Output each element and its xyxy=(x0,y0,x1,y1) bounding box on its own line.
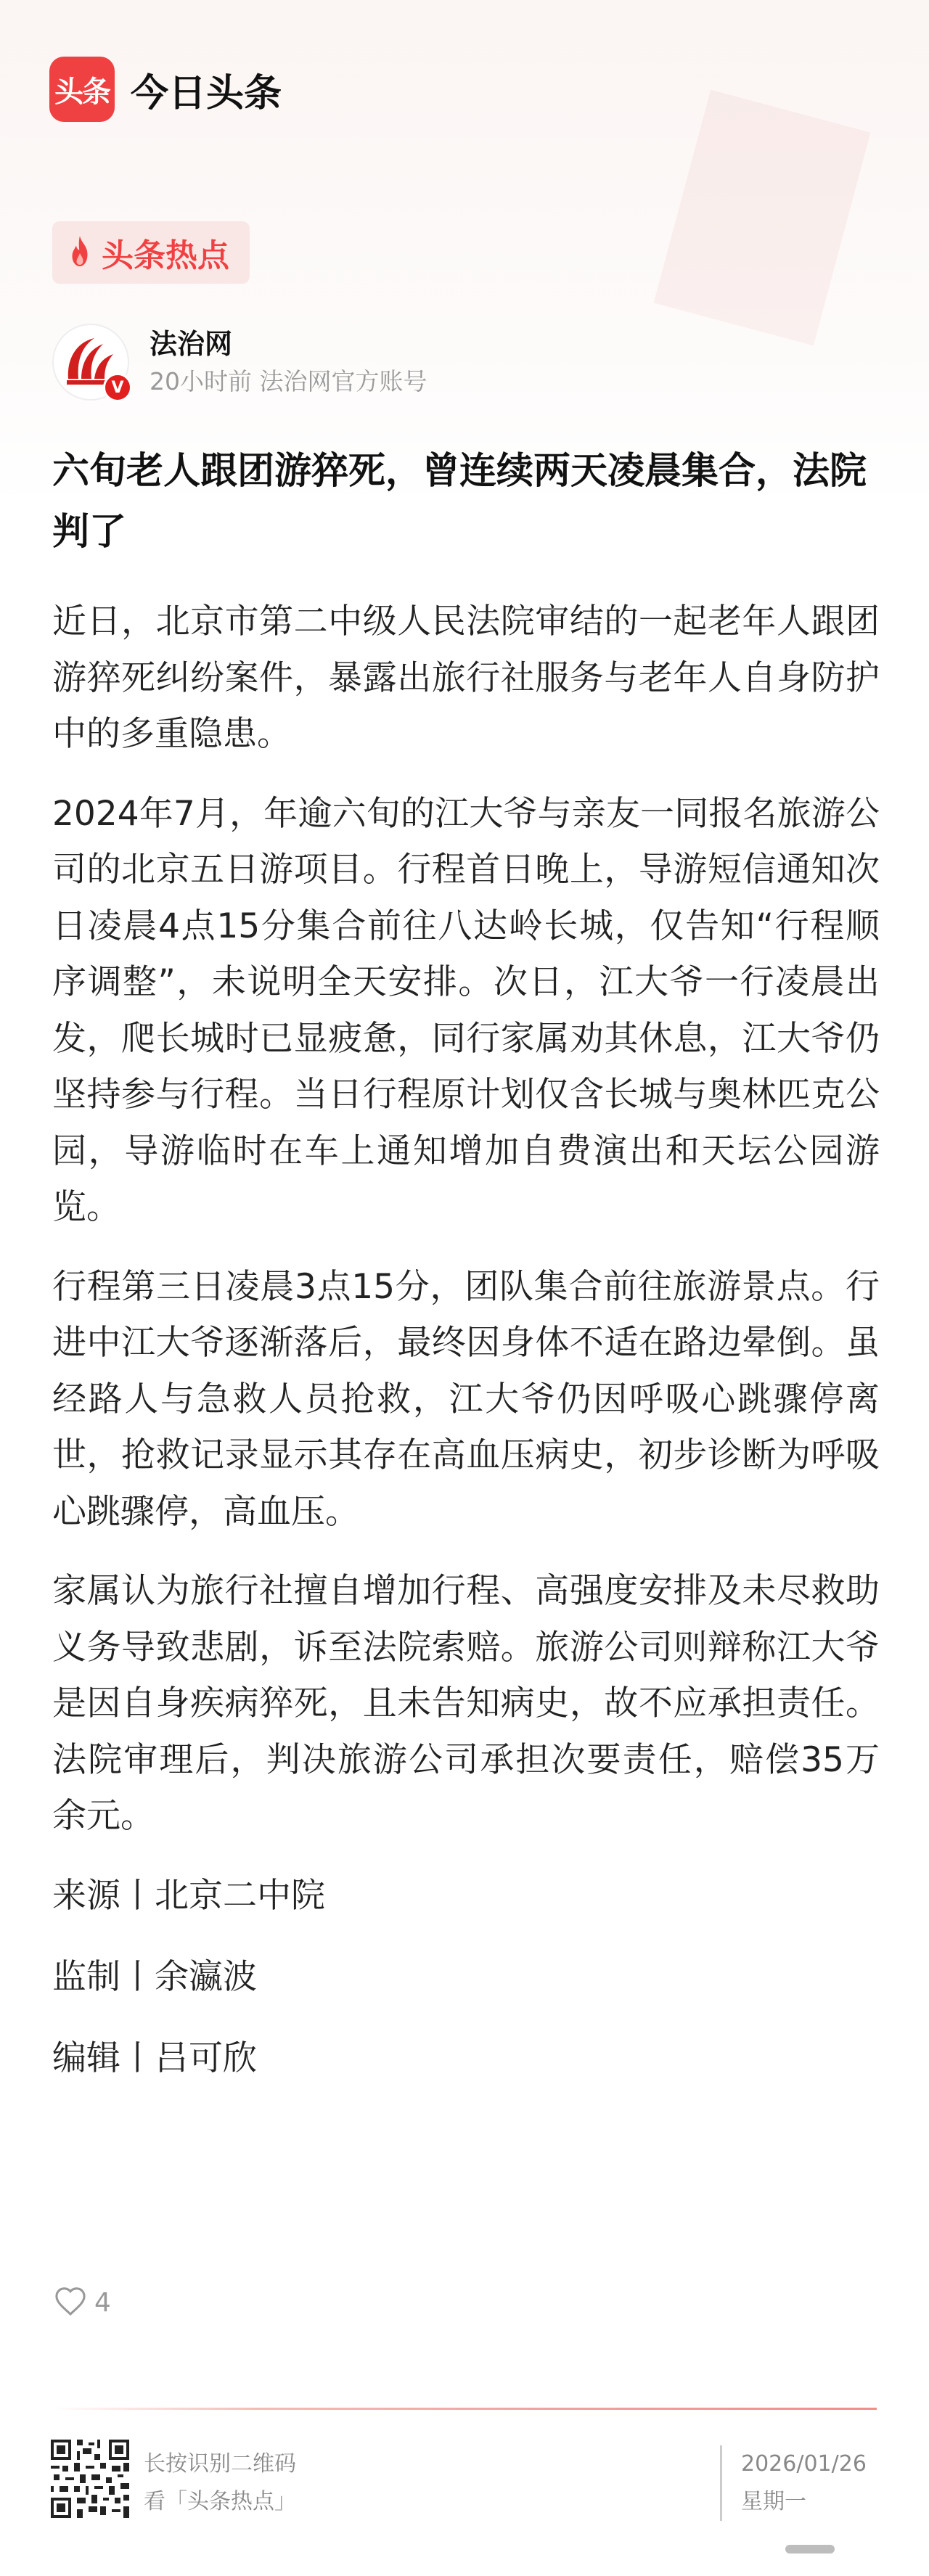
date-block xyxy=(720,2445,867,2521)
like-button[interactable] xyxy=(54,2286,111,2319)
qr-caption xyxy=(144,2445,296,2521)
article-title: 六旬老人跟团游猝死，曾连续两天凌晨集合，法院判了 xyxy=(52,450,867,554)
author-meta xyxy=(150,325,427,399)
app-logo xyxy=(49,57,115,122)
article-source: 来源丨北京二中院 xyxy=(52,1875,325,1916)
hot-topic-badge[interactable] xyxy=(52,221,250,284)
qr-code[interactable] xyxy=(48,2437,132,2521)
author-row[interactable] xyxy=(52,324,427,401)
verified-badge-icon xyxy=(103,373,132,402)
qr-caption-line1: 长按识别二维码 xyxy=(144,2451,296,2477)
author-name[interactable]: 法治网 xyxy=(150,328,233,360)
footer-divider xyxy=(52,2408,877,2410)
article-paragraph: 家属认为旅行社擅自增加行程、高强度安排及未尽救助义务导致悲剧，诉至法院索赔。旅游公司则辩称江大爷是因自身疾病猝死，且未告知病史，故不应承担责任。法院审理后，判决旅游公司承担次要责任，赔偿35万余元。 xyxy=(52,1571,880,1836)
home-indicator[interactable] xyxy=(785,2545,835,2554)
app-name: 今日头条 xyxy=(131,71,282,115)
article-paragraph: 近日，北京市第二中级人民法院审结的一起老年人跟团游猝死纠纷案件，暴露出旅行社服务与老年人自身防护中的多重隐患。 xyxy=(52,602,880,754)
article-editor: 编辑丨吕可欣 xyxy=(52,2038,257,2078)
article-body xyxy=(52,594,880,2112)
avatar-wrapper[interactable] xyxy=(52,324,129,401)
app-header xyxy=(49,57,282,122)
watermark-decoration xyxy=(624,80,900,356)
footer-date: 2026/01/26 xyxy=(741,2451,867,2477)
verified-badge-text: V xyxy=(111,378,124,397)
app-logo-text: 头条 xyxy=(54,75,110,109)
author-time-account: 20小时前 法治网官方账号 xyxy=(150,367,427,395)
article-paragraph: 行程第三日凌晨3点15分，团队集合前往旅游景点。行进中江大爷逐渐落后，最终因身体不适在路边晕倒。虽经路人与急救人员抢救，江大爷仍因呼吸心跳骤停离世，抢救记录显示其存在高血压病史，初步诊断为呼吸心跳骤停，高血压。 xyxy=(52,1266,880,1532)
footer-weekday: 星期一 xyxy=(741,2489,806,2514)
hot-topic-label: 头条热点 xyxy=(102,237,229,274)
qr-caption-line2: 看「头条热点」 xyxy=(144,2489,296,2514)
flame-icon xyxy=(67,234,93,271)
heart-icon xyxy=(54,2286,87,2319)
article-paragraph: 2024年7月，年逾六旬的江大爷与亲友一同报名旅游公司的北京五日游项目。行程首日晚上，导游短信通知次日凌晨4点15分集合前往八达岭长城，仅告知“行程顺序调整”，未说明全天安排。次日，江大爷一行凌晨出发，爬长城时已显疲惫，同行家属劝其休息，江大爷仍坚持参与行程。当日行程原计划仅含长城与奥林匹克公园，导游临时在车上通知增加自费演出和天坛公园游览。 xyxy=(52,793,880,1227)
like-count: 4 xyxy=(94,2287,111,2318)
article-supervisor: 监制丨余瀛波 xyxy=(52,1956,257,1997)
